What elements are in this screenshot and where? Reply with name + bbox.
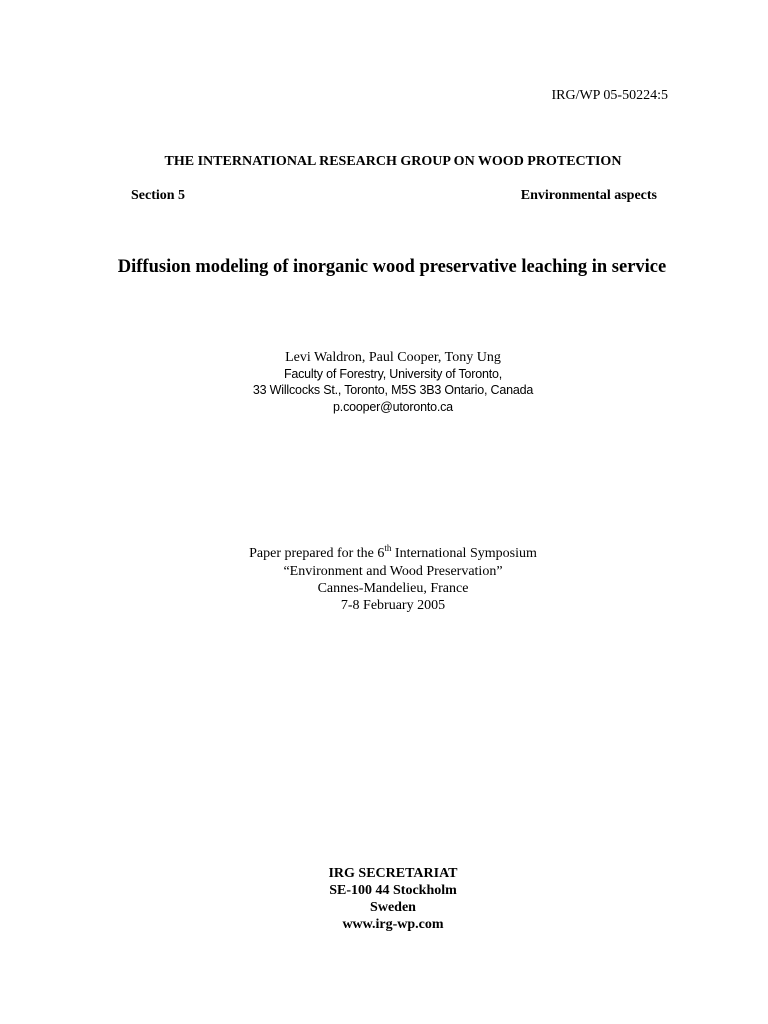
- secretariat-website: www.irg-wp.com: [342, 917, 444, 932]
- conference-date: 7-8 February 2005: [340, 598, 446, 613]
- secretariat-country: Sweden: [370, 900, 416, 915]
- prepared-for-prefix: Paper prepared for the 6: [249, 546, 385, 561]
- author-list: Levi Waldron, Paul Cooper, Tony Ung: [285, 350, 501, 365]
- secretariat-address: SE-100 44 Stockholm: [329, 883, 457, 898]
- document-id: IRG/WP 05-50224:5: [551, 88, 668, 103]
- secretariat-name: IRG SECRETARIAT: [328, 866, 458, 881]
- section-topic: Environmental aspects: [520, 188, 657, 203]
- conference-prepared-for: [0, 543, 768, 562]
- conference-location: Cannes-Mandelieu, France: [317, 581, 469, 596]
- symposium-name: “Environment and Wood Preservation”: [283, 564, 503, 579]
- ordinal-suffix: th: [384, 543, 392, 553]
- paper-title: Diffusion modeling of inorganic wood preservative leaching in service: [117, 257, 667, 277]
- contact-email: p.cooper@utoronto.ca: [333, 400, 453, 414]
- prepared-for-suffix: International Symposium: [391, 546, 537, 561]
- section-label: Section 5: [131, 188, 186, 203]
- affiliation-line: Faculty of Forestry, University of Toronto,: [283, 367, 503, 381]
- organization-name: THE INTERNATIONAL RESEARCH GROUP ON WOOD PROTECTION: [164, 154, 622, 169]
- affiliation-line: 33 Willcocks St., Toronto, M5S 3B3 Ontario, Canada: [252, 383, 534, 397]
- section-row: [131, 188, 657, 204]
